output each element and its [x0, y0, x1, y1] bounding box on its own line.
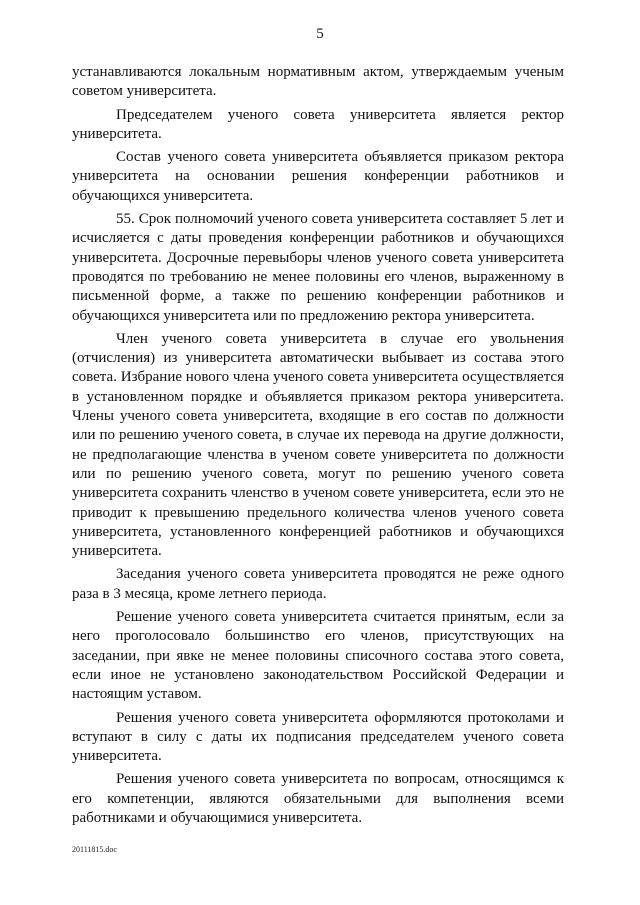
paragraph-continuation: устанавливаются локальным нормативным актом, утверждаемым ученым советом университета. — [72, 64, 564, 100]
paragraph-composition: Состав ученого совета университета объявляется приказом ректора университета на основании решения конференции работников и обучающихся университета. — [72, 149, 564, 204]
paragraph-meetings: Заседания ученого совета университета проводятся не реже одного раза в 3 месяца, кроме летнего периода. — [72, 566, 564, 602]
paragraph-member-dismissal: Член ученого совета университета в случае его увольнения (отчисления) из университета автоматически выбывает из состава этого совета. Избрание нового члена ученого совета университета осуществляется в установленном порядке и объявляется приказом ректора университета. Члены ученого совета университета, входящие в его состав по должности или по решению ученого совета, в случае их перевода на другие должности, не предполагающие членства в ученом совете университета по должности или по решению ученого совета, могут по решению ученого совета университета сохранить членство в ученом совете университета, если это не приводит к превышению предельного количества членов ученого совета университета, установленного конференцией работников и обучающихся университета. — [72, 330, 564, 560]
footer-filename: 20111815.doc — [72, 845, 117, 854]
paragraph-55-term: 55. Срок полномочий ученого совета университета составляет 5 лет и исчисляется с даты проведения конференции работников и обучающихся университета. Досрочные перевыборы членов ученого совета университета проводятся по требованию не менее половины его членов, выраженному в письменной форме, а также по решению конференции работников и обучающихся университета или по предложению ректора университета. — [72, 211, 564, 324]
paragraph-protocols: Решения ученого совета университета оформляются протоколами и вступают в силу с даты их подписания председателем ученого совета университета. — [72, 709, 564, 765]
paragraph-binding-decisions: Решения ученого совета университета по вопросам, относящимся к его компетенции, являются обязательными для выполнения всеми работниками и обучающимися университета. — [72, 771, 564, 826]
paragraph-decision-adoption: Решение ученого совета университета считается принятым, если за него проголосовало большинство его членов, присутствующих на заседании, при явке не менее половины списочного состава этого совета, если иное не установлено законодательством Российской Федерации и настоящим уставом. — [72, 609, 564, 703]
document-body — [72, 63, 564, 832]
page-number: 5 — [316, 26, 324, 42]
paragraph-chairman: Председателем ученого совета университета является ректор университета. — [72, 106, 564, 142]
